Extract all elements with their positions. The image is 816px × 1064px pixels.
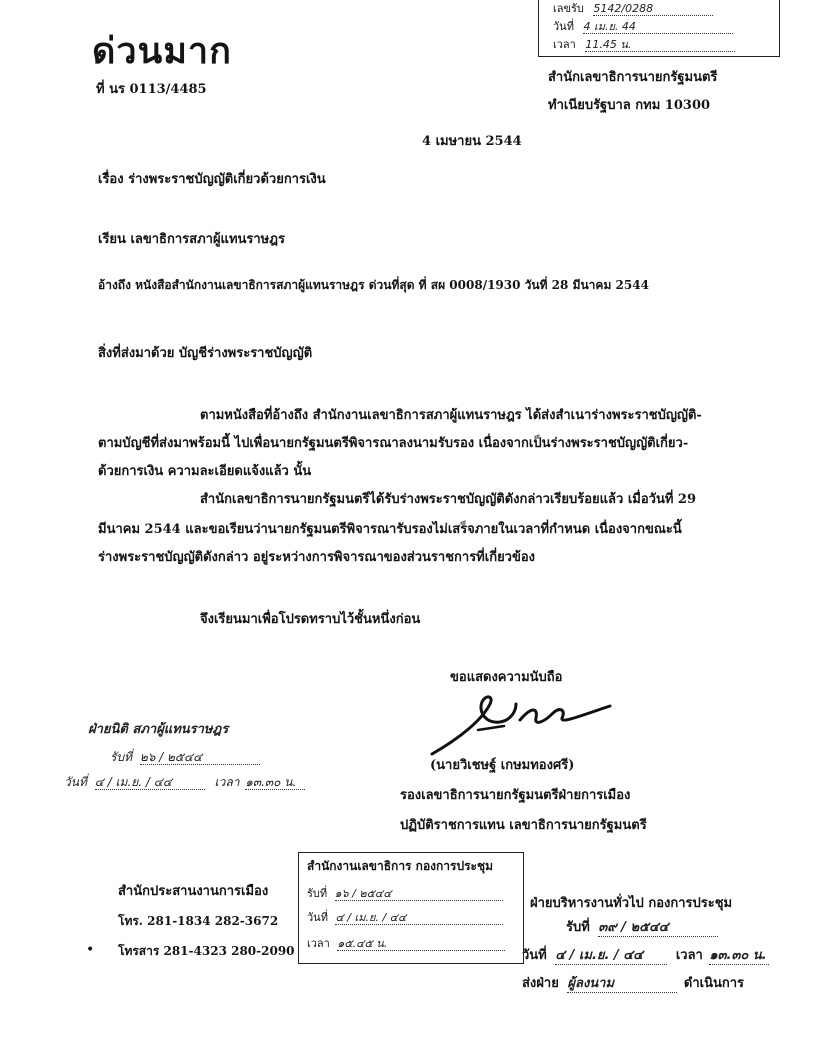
legal-division-time: ๑๓.๓๐ น. [245,775,305,790]
admin-received-number: ๓๙ / ๒๕๔๔ [598,920,718,937]
contact-office: สำนักประสานงานการเมือง [118,884,269,899]
contact-fax: โทรสาร 281-4323 280-2090 [118,944,295,958]
admin-received-row: รับที่ ๓๙ / ๒๕๔๔ [566,920,718,937]
sender-address: ทำเนียบรัฐบาล กทม 10300 [548,98,711,113]
urgent-heading: ด่วนมาก [92,30,232,72]
legal-division-title: ฝ่ายนิติ สภาผู้แทนราษฎร [88,722,229,737]
paragraph-1-line-1: ตามหนังสือที่อ้างถึง สำนักงานเลขาธิการสภาผู้แทนราษฎร ได้ส่งสำเนาร่างพระราชบัญญัติ- [200,408,702,423]
reference-line: อ้างถึง หนังสือสำนักงานเลขาธิการสภาผู้แทนราษฎร ด่วนที่สุด ที่ สผ 0008/1930 วันที่ 28 มีนาคม 2544 [98,278,649,292]
meeting-stamp-time-row: เวลา ๑๕.๔๕ น. [307,937,505,951]
signer-title-1: รองเลขาธิการนายกรัฐมนตรีฝ่ายการเมือง [400,788,631,803]
legal-division-received-row: รับที่ ๒๖ / ๒๕๔๔ [110,750,305,765]
meeting-stamp-date: ๔ / เม.ย. / ๔๔ [335,911,503,925]
stamp-row-received: เลขรับ 5142/0288 [553,2,713,16]
reference-number: ที่ นร 0113/4485 [96,82,207,97]
legal-division-received-number: ๒๖ / ๒๕๔๔ [140,750,260,765]
meeting-division-stamp-title: สำนักงานเลขาธิการ กองการประชุม [307,859,494,873]
paragraph-3: จึงเรียนมาเพื่อโปรดทราบไว้ชั้นหนึ่งก่อน [200,612,421,627]
received-time: 11.45 น. [585,38,735,52]
received-number: 5142/0288 [593,2,713,16]
admin-division-title: ฝ่ายบริหารงานทั่วไป กองการประชุม [530,896,733,911]
legal-division-date: ๔ / เม.ย. / ๔๔ [95,775,205,790]
legal-division-date-row: วันที่ ๔ / เม.ย. / ๔๔ เวลา ๑๓.๓๐ น. [64,775,305,790]
stamp-row-time: เวลา 11.45 น. [553,38,735,52]
letter-date: 4 เมษายน 2544 [422,134,522,149]
contact-telephone: โทร. 281-1834 282-3672 [118,914,279,928]
meeting-division-stamp [298,852,524,964]
meeting-stamp-date-row: วันที่ ๔ / เม.ย. / ๔๔ [307,911,503,925]
subject-line: เรื่อง ร่างพระราชบัญญัติเกี่ยวด้วยการเงิน [98,172,326,187]
signer-name: (นายวิเชษฐ์ เกษมทองศรี) [430,758,575,773]
paragraph-2-line-3: ร่างพระราชบัญญัติดังกล่าว อยู่ระหว่างการพิจารณาของส่วนราชการที่เกี่ยวข้อง [98,550,536,565]
bullet-dot: • [86,942,95,958]
signer-title-2: ปฏิบัติราชการแทน เลขาธิการนายกรัฐมนตรี [400,818,647,833]
paragraph-1-line-2: ตามบัญชีที่ส่งมาพร้อมนี้ ไปเพื่อนายกรัฐมนตรีพิจารณาลงนามรับรอง เนื่องจากเป็นร่างพระราชบัญญัติเกี่ยว- [98,436,689,451]
closing-line: ขอแสดงความนับถือ [450,670,563,685]
admin-forward-row: ส่งฝ่าย ผู้ลงนาม ดำเนินการ [522,976,745,991]
meeting-stamp-received-number: ๑๖ / ๒๕๔๔ [335,887,503,901]
admin-forward-to: ผู้ลงนาม [567,976,677,993]
paragraph-2-line-1: สำนักเลขาธิการนายกรัฐมนตรีได้รับร่างพระราชบัญญัติดังกล่าวเรียบร้อยแล้ว เมื่อวันที่ 29 [200,492,697,507]
sender-office: สำนักเลขาธิการนายกรัฐมนตรี [548,70,718,85]
meeting-stamp-received-row: รับที่ ๑๖ / ๒๕๔๔ [307,887,503,901]
stamp-row-date: วันที่ 4 เม.ย. 44 [553,20,733,34]
meeting-stamp-time: ๑๕.๔๕ น. [337,937,505,951]
received-stamp-top [538,0,780,57]
paragraph-1-line-3: ด้วยการเงิน ความละเอียดแจ้งแล้ว นั้น [98,464,312,479]
handwritten-signature [420,686,620,762]
admin-date: ๔ / เม.ย. / ๔๔ [555,948,667,965]
paragraph-2-line-2: มีนาคม 2544 และขอเรียนว่านายกรัฐมนตรีพิจารณารับรองไม่เสร็จภายในเวลาที่กำหนด เนื่องจากขณะนี้ [98,522,682,537]
received-date: 4 เม.ย. 44 [583,20,733,34]
admin-date-row: วันที่ ๔ / เม.ย. / ๔๔ เวลา ๑๓.๓๐ น. [522,948,769,965]
salutation-line: เรียน เลขาธิการสภาผู้แทนราษฎร [98,232,285,247]
legal-division-stamp [64,722,305,790]
enclosure-line: สิ่งที่ส่งมาด้วย บัญชีร่างพระราชบัญญัติ [98,346,313,361]
admin-time: ๑๓.๓๐ น. [709,948,769,965]
